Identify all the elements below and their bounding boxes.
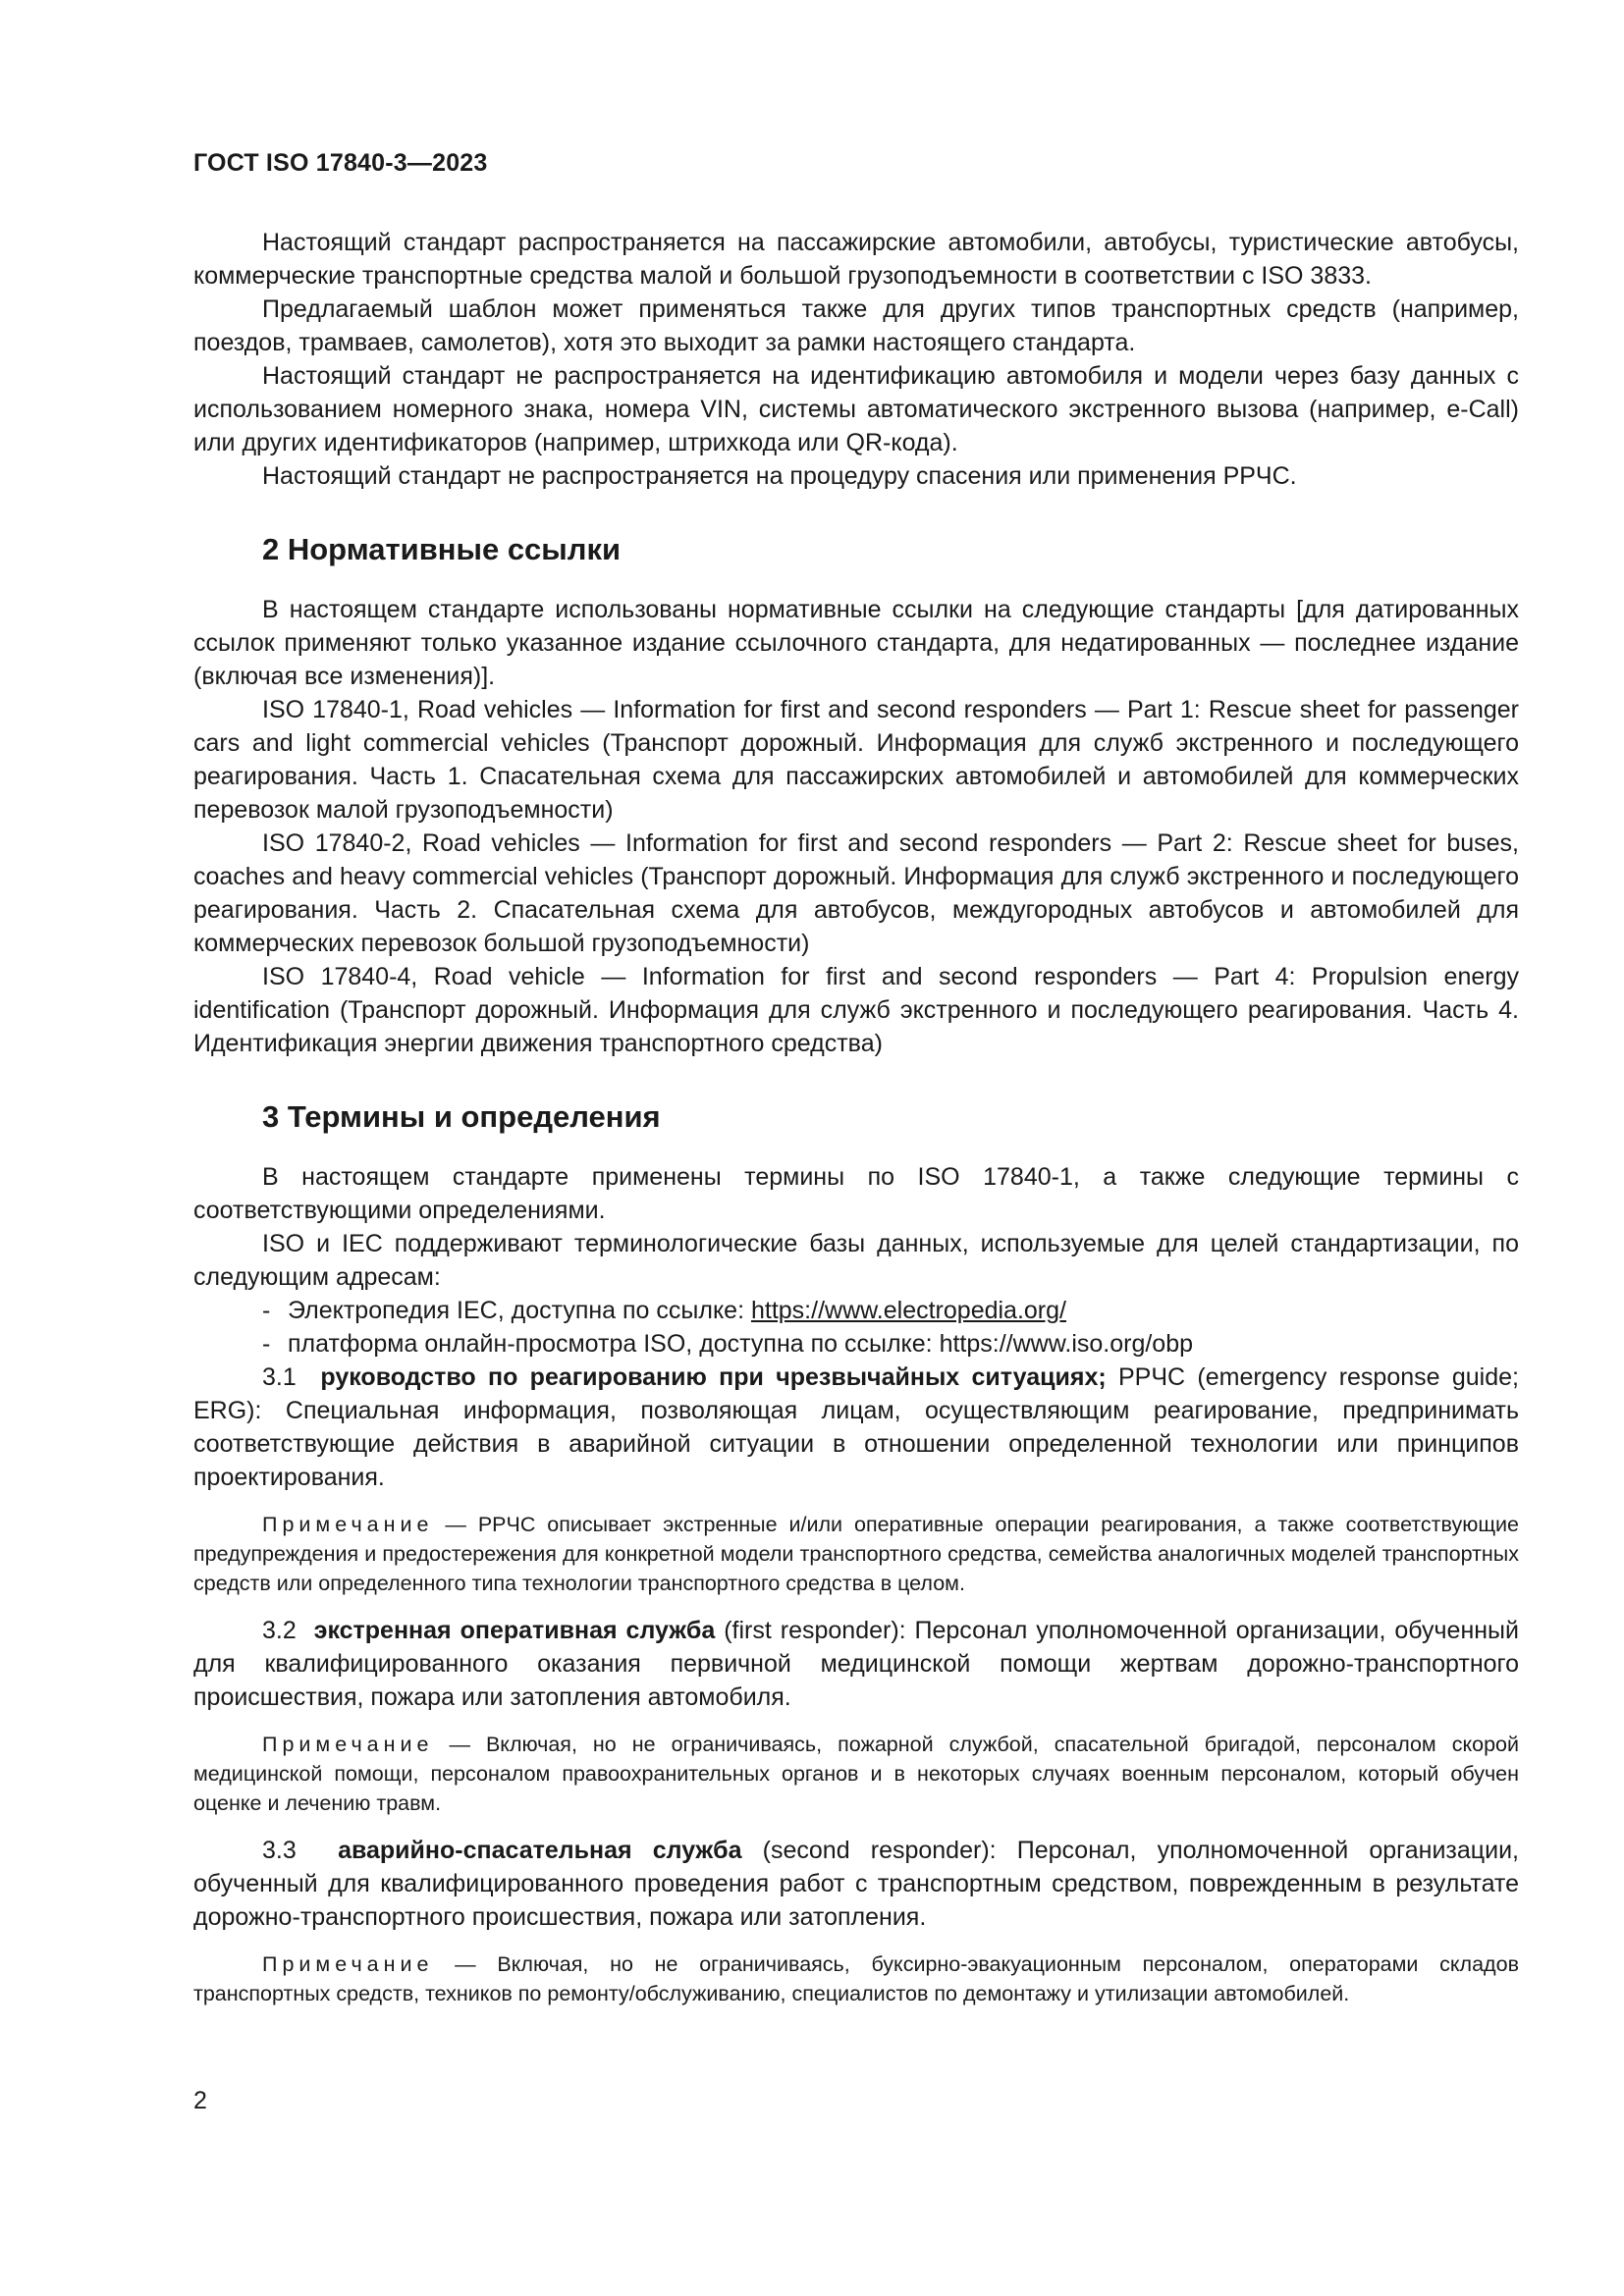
term-number: 3.1 (262, 1363, 297, 1391)
term-number: 3.3 (262, 1837, 297, 1864)
normative-reference-item: ISO 17840-1, Road vehicles — Information for first and second responders — Part 1: Rescue sheet for passenger cars and light commercial vehicles (Транспорт дорожный. Информация для служб экстренного и последующего реагирования. Часть 1. Спасательная схема для пассажирских автомобилей и автомобилей для коммерческих перевозок малой грузоподъемности) (193, 696, 1519, 824)
document-page (193, 0, 1519, 2296)
term-name: руководство по реагированию при чрезвычайных ситуациях; (320, 1363, 1107, 1391)
list-item (193, 1327, 1519, 1361)
term-note (193, 1730, 1519, 1818)
term-definition-text: (second responder): Персонал, уполномоченной организации, обученный для квалифицированного проведения работ с транспортным средством, поврежденным в результате дорожно-транспортного происшествия, пожара или затопления. (193, 1837, 1519, 1931)
term-definition (193, 1361, 1519, 1494)
note-text: — Включая, но не ограничиваясь, пожарной службой, спасательной бригадой, персоналом скорой медицинской помощи, персоналом правоохранительных органов и в некоторых случаях военным персоналом, который обучен оценке и лечению травм. (193, 1733, 1519, 1815)
term-note (193, 1510, 1519, 1598)
scope-paragraph: Настоящий стандарт не распространяется на процедуру спасения или применения РРЧС. (262, 462, 1297, 490)
list-dash: - (262, 1330, 271, 1358)
normative-reference-item: ISO 17840-4, Road vehicle — Information for first and second responders — Part 4: Propulsion energy identification (Транспорт дорожный. Информация для служб экстренного и последующего реагирования. Часть 4. Идентификация энергии движения транспортного средства) (193, 963, 1519, 1057)
electropedia-link[interactable]: https://www.electropedia.org/ (750, 1297, 1066, 1324)
term-definition-text: (first responder): Персонал уполномоченной организации, обученный для квалифицированного оказания первичной медицинской помощи жертвам дорожно-транспортного происшествия, пожара или затопления автомобиля. (193, 1617, 1519, 1711)
scope-paragraph: Настоящий стандарт распространяется на пассажирские автомобили, автобусы, туристические автобусы, коммерческие транспортные средства малой и большой грузоподъемности в соответствии с ISO 3833. (193, 229, 1519, 290)
note-label: Примечание (262, 1952, 434, 1976)
scope-paragraph: Настоящий стандарт не распространяется на идентификацию автомобиля и модели через базу данных с использованием номерного знака, номера VIN, системы автоматического экстренного вызова (например, e-Call) или других идентификаторов (например, штрихкода или QR-кода). (193, 362, 1519, 456)
list-item (193, 1294, 1519, 1327)
note-text: — Включая, но не ограничиваясь, буксирно-эвакуационным персоналом, операторами складов транспортных средств, техников по ремонту/обслуживанию, специалистов по демонтажу и утилизации автомобилей. (193, 1952, 1519, 2005)
term-name: экстренная оперативная служба (313, 1617, 716, 1644)
list-item-text: платформа онлайн-просмотра ISO, доступна по ссылке: (288, 1330, 940, 1358)
note-text: — РРЧС описывает экстренные и/или оперативные операции реагирования, а также соответствующие предупреждения и предостережения для конкретной модели транспортного средства, семейства аналогичных моделей транспортных средств или определенного типа технологии транспортного средства в целом. (193, 1513, 1519, 1595)
section-heading-terms: 3 Термины и определения (262, 1099, 661, 1134)
note-label: Примечание (262, 1513, 434, 1536)
term-definition (193, 1614, 1519, 1714)
list-dash: - (262, 1297, 271, 1324)
section-heading-normative-references: 2 Нормативные ссылки (262, 532, 622, 566)
term-number: 3.2 (262, 1617, 297, 1644)
list-item-text: Электропедия IEC, доступна по ссылке: (288, 1297, 751, 1324)
term-name: аварийно-спасательная служба (338, 1837, 742, 1864)
iso-obp-link[interactable]: https://www.iso.org/obp (939, 1330, 1194, 1358)
running-header: ГОСТ ISO 17840-3—2023 (193, 149, 488, 177)
term-note (193, 1949, 1519, 2008)
terms-intro: В настоящем стандарте применены термины по ISO 17840-1, а также следующие термины с соответствующими определениями. (193, 1163, 1519, 1224)
terms-databases-intro: ISO и IEC поддерживают терминологические базы данных, используемые для целей стандартизации, по следующим адресам: (193, 1230, 1519, 1291)
body-text (193, 226, 1519, 2024)
note-label: Примечание (262, 1733, 434, 1756)
scope-paragraph: Предлагаемый шаблон может применяться также для других типов транспортных средств (например, поездов, трамваев, самолетов), хотя это выходит за рамки настоящего стандарта. (193, 295, 1519, 356)
page-number: 2 (193, 2087, 207, 2114)
term-definition (193, 1834, 1519, 1934)
normative-reference-item: ISO 17840-2, Road vehicles — Information for first and second responders — Part 2: Rescue sheet for buses, coaches and heavy commercial vehicles (Транспорт дорожный. Информация для служб экстренного и последующего реагирования. Часть 2. Спасательная схема для автобусов, междугородных автобусов и автомобилей для коммерческих перевозок большой грузоподъемности) (193, 829, 1519, 957)
normative-references-intro: В настоящем стандарте использованы нормативные ссылки на следующие стандарты [для датированных ссылок применяют только указанное издание ссылочного стандарта, для недатированных — последнее издание (включая все изменения)]. (193, 596, 1519, 690)
term-definition-text: РРЧС (emergency response guide; ERG): Специальная информация, позволяющая лицам, осуществляющим реагирование, предпринимать соответствующие действия в аварийной ситуации в отношении определенной технологии или принципов проектирования. (193, 1363, 1519, 1491)
